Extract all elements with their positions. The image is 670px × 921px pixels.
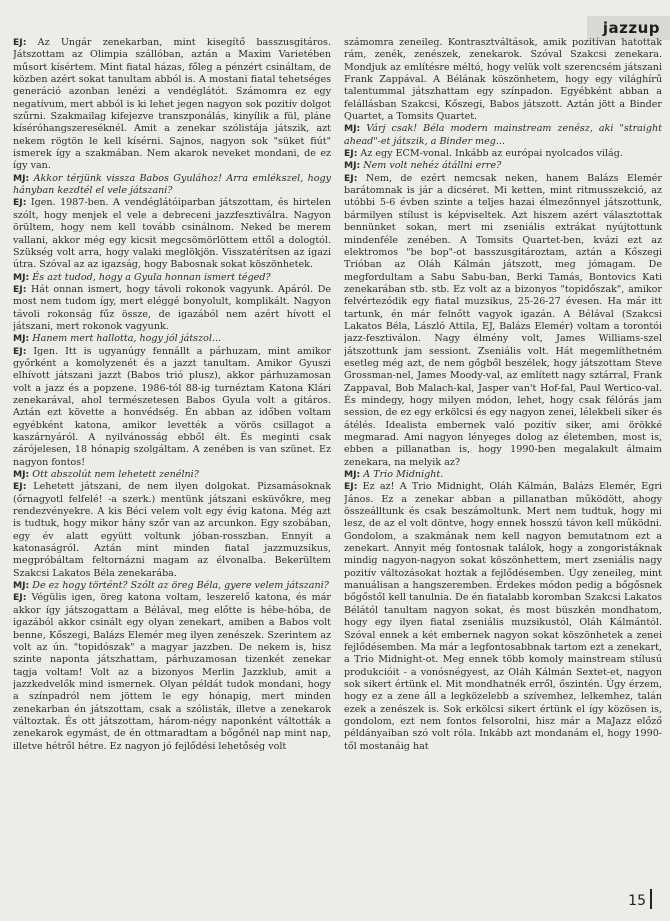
paragraph-text: Nem volt nehéz átállni erre? — [363, 160, 502, 172]
interviewer-question — [13, 469, 331, 481]
interviewer-question — [13, 333, 331, 345]
speaker-label: EJ: — [13, 481, 27, 493]
interviewer-question — [13, 272, 331, 284]
interview-paragraph — [13, 346, 331, 469]
interview-paragraph — [344, 481, 662, 753]
page-number: 15 — [628, 893, 646, 909]
paragraph-text: Az egy ECM-vonal. Inkább az európai nyolcados világ. — [360, 148, 623, 160]
speaker-label: MJ: — [13, 469, 30, 481]
paragraph-text: Igen. 1987-ben. A vendéglátóiparban játszottam, és hirtelen szólt, hogy menjek el vele a debreceni jazzfesztiválra. Nagyon örültem, hogy nem kell tovább csinálnom. Neked be merem vallani, akkor még egy kicsit megcsömörlöttem ettől a dologtól. Szükség volt arra, hogy valaki meglökjön. Visszatérítsen az igazi útra. Szóval az az igazság, hogy Babosnak sokat köszönhetek. — [13, 197, 331, 271]
speaker-label: MJ: — [13, 580, 30, 592]
page-number-rule — [650, 889, 652, 909]
paragraph-text: Végülis igen, öreg katona voltam, leszerelő katona, és már akkor így játszogattam a Bélával, meg előtte is hébe-hóba, de igazából akkor csinált egy olyan zenekart, amiben a Babos volt benne, Kőszegi, Balázs Elemér meg ilyen zenészek. Szerintem az volt az ún. "topidószak" a magyar jazzben. De nekem is, hisz szinte naponta játszhattam, párhuzamosan tizenkét zenekar tagja voltam! Volt az a bizonyos Merlin Jazzklub, amit a jazzkedvelők mind ismernek. Olyan példát tudok mondani, hogy a színpadról nem jöttem le egy hónapig, mert minden zenekarban én játszottam, csak a szólisták, illetve a zenekarok változtak. És ott játszottam, három-négy naponként váltották a zenekarok egymást, de én ottmaradtam a bőgőnél nap mint nap, illetve hétről hétre. Ez nagyon jó fejlődési lehetőség volt — [13, 592, 331, 752]
paragraph-text: Akkor térjünk vissza Babos Gyulához! Arra emlékszel, hogy hányban kezdtél el vele játszani? — [13, 172, 331, 197]
interview-paragraph — [13, 481, 331, 580]
interview-paragraph — [344, 37, 662, 123]
paragraph-text: Várj csak! Béla modern mainstream zenész, aki "straight ahead"-et játszik, a Binder meg... — [344, 123, 662, 147]
speaker-label: EJ: — [13, 283, 27, 295]
interviewer-question — [13, 173, 331, 198]
right-column — [344, 37, 662, 897]
interview-paragraph — [344, 148, 662, 160]
paragraph-text: Az Ungár zenekarban, mint kisegítő basszusgitáros. Játszottam az Olimpia szállóban, aztán a Maxim Varietében műsort kísértem. Mint fiatal házas, főleg a pénzért csináltam, de közben azért sokat tanultam abból is. A mostani fiatal tehetséges generáció azonban lenézi a vendéglátót. Számomra ez egy negatívum, mert abból is ki lehet jegen nagyon sok pozitív dolgot szűrni. Szakmailag kifejezve transzponálás, kinyílik a fül, pláne kíséróhangszereséknél. Amit a zenekar szólistája játszik, azt nekem rögtön le kell kísérni. Sajnos, nagyon sok "süket fiút" ismerek így a szakmában. Nem akarok neveket mondani, de ez így van. — [13, 37, 331, 172]
paragraph-text: Ez az! A Trio Midnight, Oláh Kálmán, Balázs Elemér, Egri János. Ez a zenekar abban a pillanatban működött, ahogy összeálltunk és csak beszámoltunk. Mert nem tudtuk, hogy mi lesz, de az el volt döntve, hogy ennek hosszú távon kell működni. Gondolom, a szakmának nem kell nagyon bemutatnom ezt a zenekart. Annyit még fontosnak találok, hogy a zongoristáknak mindig nagyon-nagyon sokat köszönhettem, mert zseniális nagy pozitív változásokat hoztak a fejlődésemben. Úgy zeneileg, mint manuálisan a hangszeremben. Érdekes módon pedig a bőgősnek bőgőstől kell tanulnia. De én fiatalabb koromban Szakcsi Lakatos Bélától tanultam nagyon sokat, és most büszkén mondhatom, hogy egy ilyen fiatal zseniális muzsikustól, Oláh Kálmántól. Szóval ennek a két embernek nagyon sokat köszönhetek a zenei fejlődésemben. Ma már a legfontosabbnak tartom ezt a zenekart, a Trio Midnight-ot. Meg ennek több komoly mainstream stílusú produkcióit - a vonósnégyest, az Oláh Kálmán Sextet-et, nagyon sok sikert értünk el. Mit mondhatnék erről, őszintén. Úgy érzem, hogy ez a zene áll a legközelebb a szívemhez, lelkemhez, talán ezek a zenészek is. Sok erkölcsi sikert értünk el így közösen is, gondolom, ezt nem fontos felsorolni, hisz már a MaJazz előző példányaiban szó volt róla. Inkább azt mondanám el, hogy 1990-től mostanáig hat — [344, 481, 662, 752]
speaker-label: MJ: — [344, 469, 361, 481]
speaker-label: MJ: — [13, 333, 30, 345]
speaker-label: EJ: — [13, 37, 27, 48]
interviewer-question — [344, 160, 662, 172]
speaker-label: MJ: — [13, 172, 30, 184]
paragraph-text: Nem, de ezért nemcsak neken, hanem Balázs Elemér barátomnak is jár a dicséret. Mi ketten, mint ritmusszekció, az utóbbi 5-6 évben szinte a teljes hazai élmezőnnyel játszottunk, bármilyen stílust is képviseltek. Azt hiszem azért választottak bennünket sokan, mert mi zseniális extrákat nyújtottunk mindenféle zenében. A Tomsits Quartet-ben, kvázi ezt az elektromos "be bop"-ot basszusgitároztam, aztán a Kőszegi Trióban az Oláh Kálmán játszott, meg jómagam. De megfordultam a Sabu Sabu-ban, Berki Tamás, Bontovics Kati zenekarában stb. stb. Ez volt az a bizonyos "topidőszak", amikor felvértezódik egy fiatal muzsikus, 25-26-27 évesen. Ha már itt tartunk, én már felnőtt vagyok igazán. A Bélával (Szakcsi Lakatos Béla, László Attila, EJ, Balázs Elemér) voltam a torontói jazz-fesztiválon. Nagy élmény volt, James Williams-szel játszottunk jam sessiont. Zseniális volt. Hát megemlíthetném esetleg még azt, de nem gőgből beszélek, hogy játszottam Steve Grossman-nel, James Moody-val, az említett nagy sztárral, Frank Zappaval, Bob Malach-kal, Jasper van't Hof-fal, Paul Wertico-val. És mindegy, hogy milyen módon, lehet, hogy csak félórás jam session, de ez egy erkölcsi és egy nagyon zenei, lélekbeli siker és átélés. Idealista embernek való pozitív siker, ami örökké megmarad. Ami nagyon lényeges dolog az életemben, most is, ebben a pillanatban is, hogy 1990-ben megalakult álmaim zenekara, na melyik az? — [344, 172, 662, 468]
speaker-label: EJ: — [13, 592, 27, 604]
paragraph-text: Igen. Itt is ugyanúgy fennállt a párhuzam, mint amikor győrként a komolyzenét és a jazzt tanultam. Amikor Gyuszi elhívott játszani jazzt (Babos trió plusz), akkor párhuzamosan volt a jazz és a popzene. 1986-tól 88-ig turnéztam Katona Klári zenekarával, ahol természetesen Babos Gyula volt a gitáros. Aztán ezt követte a honvédség. Én abban az időben voltam egyébként katona, amikor levették a vörös csillagot a kaszárnyáról. A nyilvánosság ebből élt. És meginti csak zárójelesen, 18 hónapig szolgáltam. A zenében is van szünet. Ez nagyon fontos! — [13, 345, 331, 468]
speaker-label: MJ: — [344, 160, 361, 172]
speaker-label: EJ: — [13, 197, 27, 209]
interview-paragraph — [13, 592, 331, 752]
speaker-label: MJ: — [13, 271, 30, 283]
paragraph-text: Ott abszolút nem lehetett zenélni? — [32, 469, 199, 481]
speaker-label: EJ: — [344, 172, 358, 184]
interview-paragraph — [13, 284, 331, 333]
paragraph-text: Hát onnan ismert, hogy távoli rokonok vagyunk. Apáról. De most nem tudom így, mert eléggé bonyolult, komplikált. Nagyon távoli rokonság fűz össze, de igazából nem azért hívott el játszani, mert rokonok vagyunk. — [13, 283, 331, 332]
speaker-label: EJ: — [344, 148, 358, 160]
interviewer-question — [344, 469, 662, 481]
paragraph-text: Hanem mert hallotta, hogy jól játszol... — [32, 333, 222, 345]
left-column — [13, 37, 331, 897]
paragraph-text: számomra zeneileg. Kontrasztváltások, amik pozitívan hatottak rám, zenék, zenészek, zenekarok. Szóval Szakcsi zenekara. Mondjuk az említésre méltó, hogy velük volt szerencsém játszani Frank Zappával. A Bélának köszönhetem, hogy egy világhírű talentummal játszhattam egy színpadon. Egyébként abban a felállásban Szakcsi, Kőszegi, Babos játszott. Aztán jött a Binder Quartet, a Tomsits Quartet. — [344, 37, 662, 123]
paragraph-text: De ez hogy történt? Szólt az öreg Béla, gyere velem játszani? — [32, 580, 329, 592]
paragraph-text: Lehetett játszani, de nem ilyen dolgokat. Pizsamásoknak (őrnagyotl felfelé! -a szerk.) mentünk játszani esküvőkre, meg rendezvényekre. A kis Béci velem volt egy évig katona. Még azt is tudtuk, hogy mikor hány szőr van az arcunkon. Egy szobában, egy év alatt együtt voltunk jóban-rosszban. Ennyit a katonaságról. Aztán mint minden fiatal jazzmuzsikus, megpróbáltam feltornázni magam az élvonalba. Bekerültem Szakcsi Lakatos Béla zenekarába. — [13, 481, 331, 579]
speaker-label: MJ: — [344, 123, 361, 135]
paragraph-text: A Trio Midnight. — [363, 469, 444, 481]
interviewer-question — [344, 123, 662, 148]
speaker-label: EJ: — [344, 481, 358, 493]
page-footer — [628, 889, 652, 909]
paragraph-text: És azt tudod, hogy a Gyula honnan ismert téged? — [32, 271, 271, 283]
interview-paragraph — [13, 37, 331, 173]
speaker-label: EJ: — [13, 345, 27, 357]
interviewer-question — [13, 580, 331, 592]
interview-paragraph — [344, 173, 662, 469]
magazine-masthead: jazzup — [587, 16, 670, 40]
interview-paragraph — [13, 197, 331, 271]
